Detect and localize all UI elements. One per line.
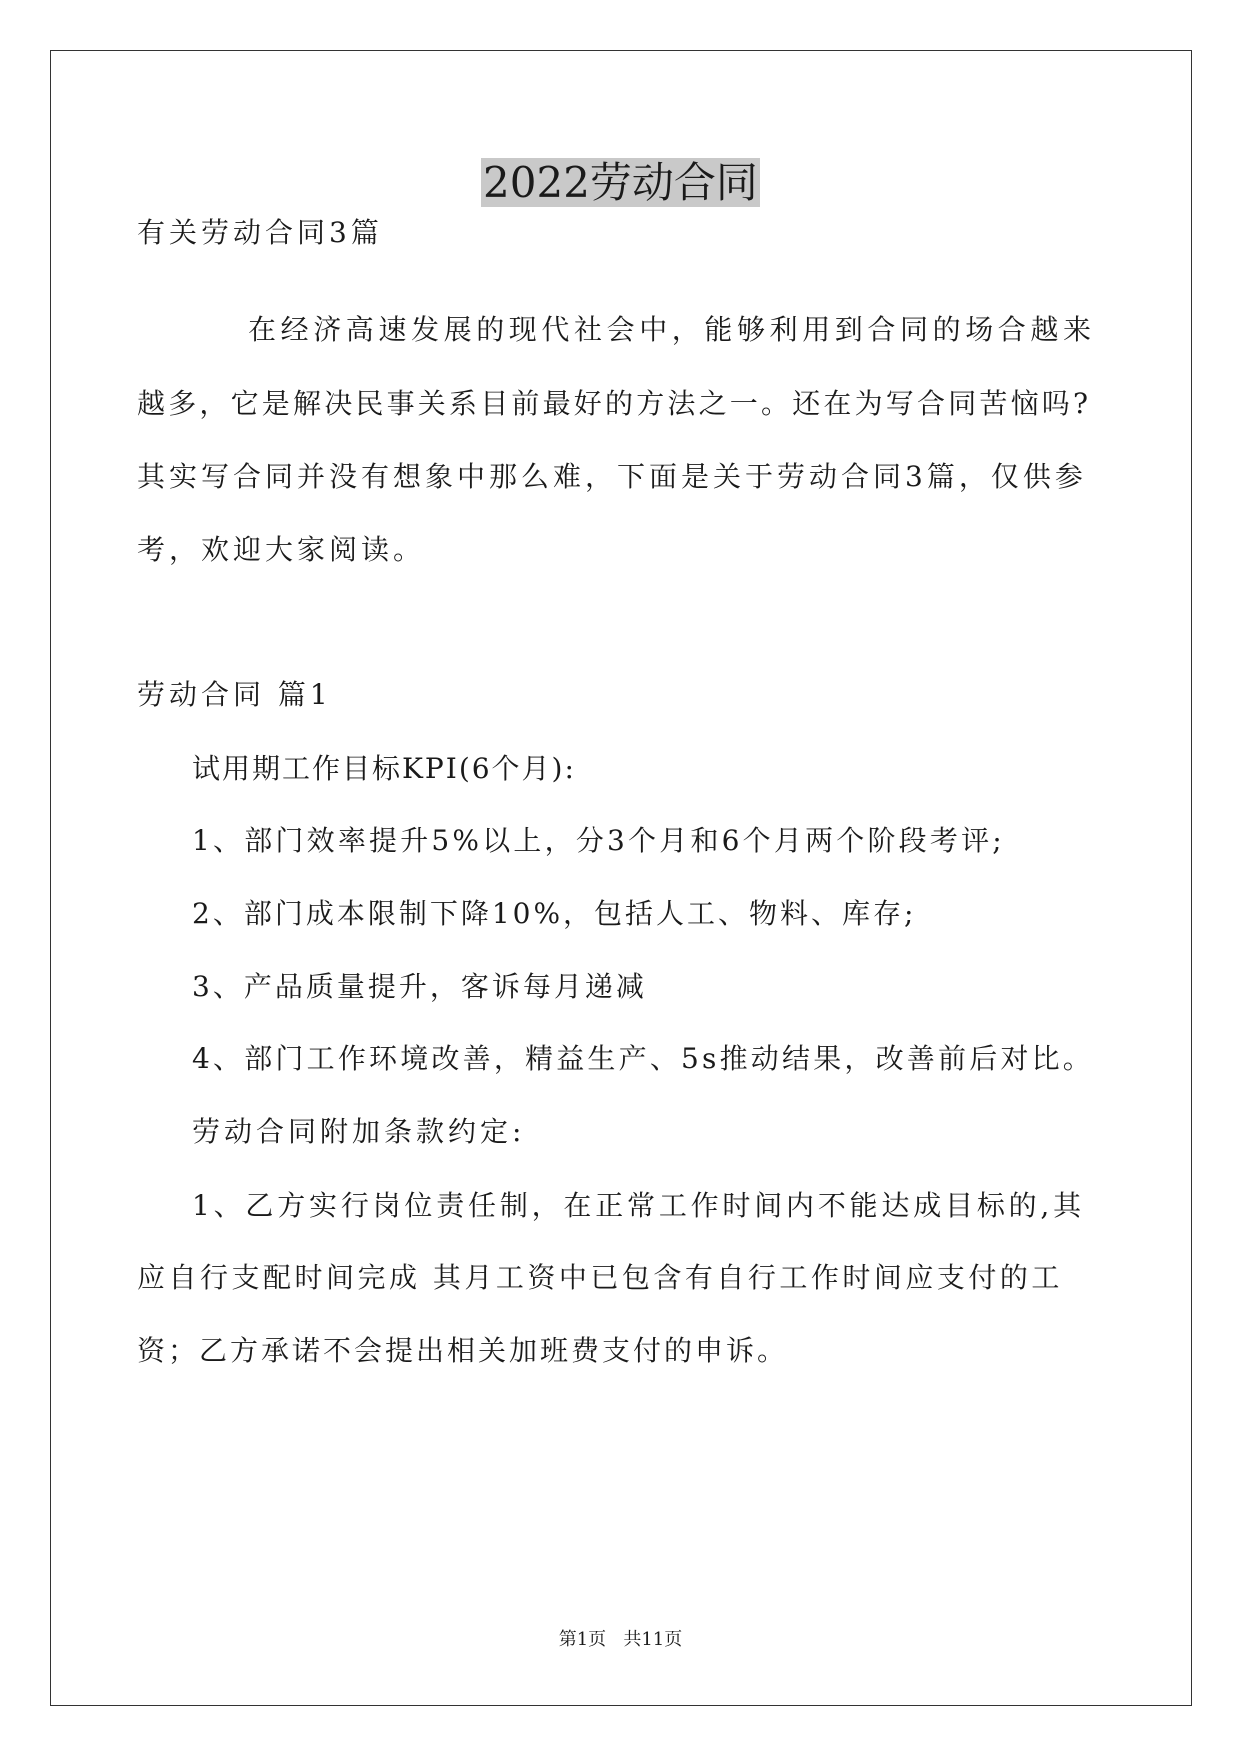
- clause-line: 应自行支配时间完成 其月工资中已包含有自行工作时间应支付的工: [137, 1261, 1063, 1294]
- clause-title: 劳动合同附加条款约定:: [192, 1115, 526, 1148]
- intro-line: 在经济高速发展的现代社会中，能够利用到合同的场合越来: [248, 313, 1096, 346]
- intro-line: 考，欢迎大家阅读。: [137, 533, 426, 566]
- kpi-item: 3、产品质量提升，客诉每月递减: [192, 970, 647, 1003]
- clause-line: 1、乙方实行岗位责任制，在正常工作时间内不能达成目标的,其: [192, 1189, 1085, 1222]
- subtitle: 有关劳动合同3篇: [137, 216, 383, 249]
- kpi-item: 4、部门工作环境改善，精益生产、5s推动结果，改善前后对比。: [192, 1042, 1095, 1075]
- intro-line: 其实写合同并没有想象中那么难，下面是关于劳动合同3篇，仅供参: [137, 460, 1087, 493]
- page-footer: 第1页 共11页: [558, 1629, 683, 1650]
- intro-line: 越多，它是解决民事关系目前最好的方法之一。还在为写合同苦恼吗?: [137, 387, 1092, 420]
- document-title: [0, 155, 1241, 211]
- page-border: [50, 50, 1192, 1706]
- clause-line: 资；乙方承诺不会提出相关加班费支付的申诉。: [137, 1334, 789, 1367]
- kpi-title: 试用期工作目标KPI(6个月):: [192, 752, 576, 785]
- section-heading: 劳动合同 篇1: [137, 678, 332, 711]
- kpi-item: 2、部门成本限制下降10%，包括人工、物料、库存;: [192, 897, 917, 930]
- document-title-text: 2022劳动合同: [483, 158, 758, 207]
- kpi-item: 1、部门效率提升5%以上，分3个月和6个月两个阶段考评;: [192, 824, 1005, 857]
